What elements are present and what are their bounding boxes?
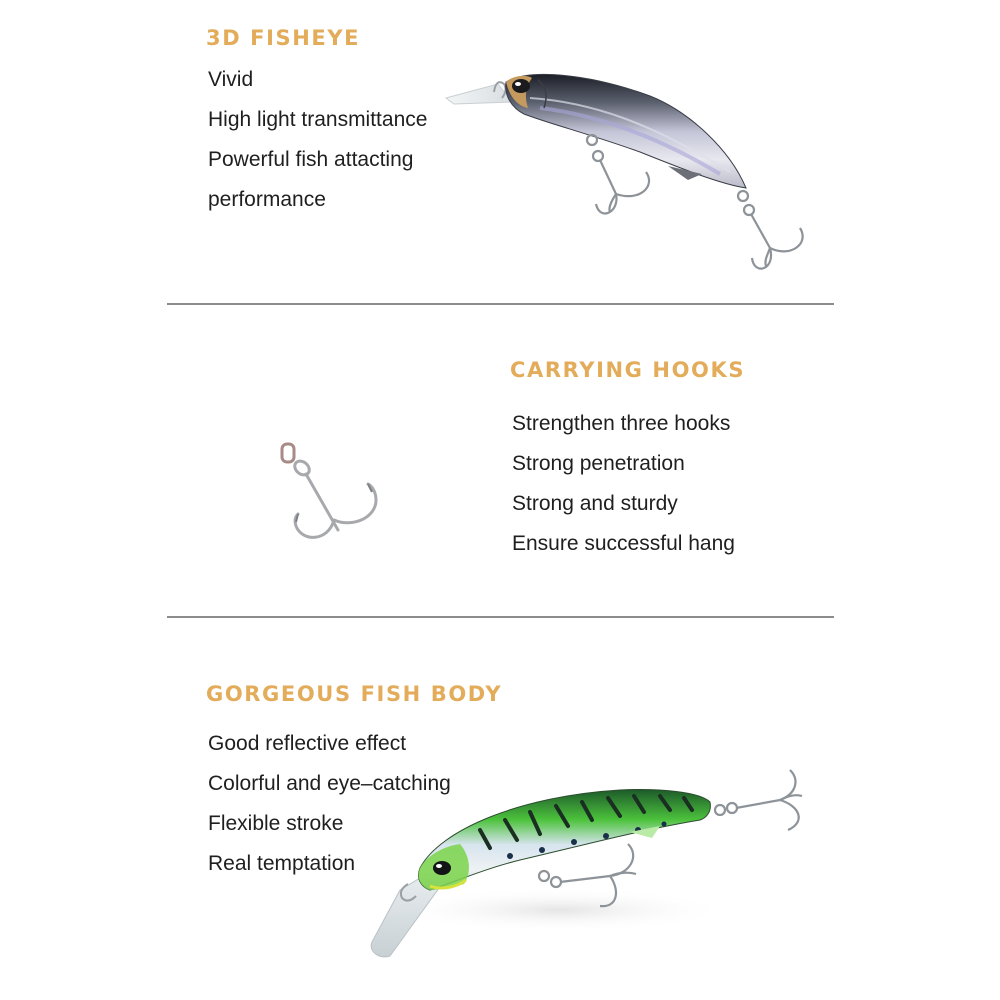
feature-list [512, 404, 735, 564]
feature-item: Vivid [208, 68, 254, 91]
feature-item: Strengthen three hooks [512, 412, 731, 435]
treble-hook-icon [272, 438, 392, 558]
section-divider [167, 616, 834, 618]
feature-item: Strong and sturdy [512, 492, 678, 515]
feature-item: performance [208, 188, 326, 211]
feature-item: Strong penetration [512, 452, 685, 475]
feature-item: Good reflective effect [208, 732, 407, 755]
feature-item: Powerful fish attacting [208, 148, 414, 171]
feature-item: Real temptation [208, 852, 356, 875]
section-heading: 3D FISHEYE [206, 26, 361, 50]
section-divider [167, 303, 834, 305]
section-heading: GORGEOUS FISH BODY [206, 682, 503, 706]
feature-item: Flexible stroke [208, 812, 344, 835]
feature-list [208, 60, 427, 220]
green-mackerel-lure-icon [360, 760, 820, 970]
silver-minnow-lure-icon [440, 62, 820, 282]
section-heading: CARRYING HOOKS [510, 358, 746, 382]
feature-item: Ensure successful hang [512, 532, 735, 555]
feature-item: Colorful and eye–catching [208, 772, 451, 795]
feature-item: High light transmittance [208, 108, 428, 131]
